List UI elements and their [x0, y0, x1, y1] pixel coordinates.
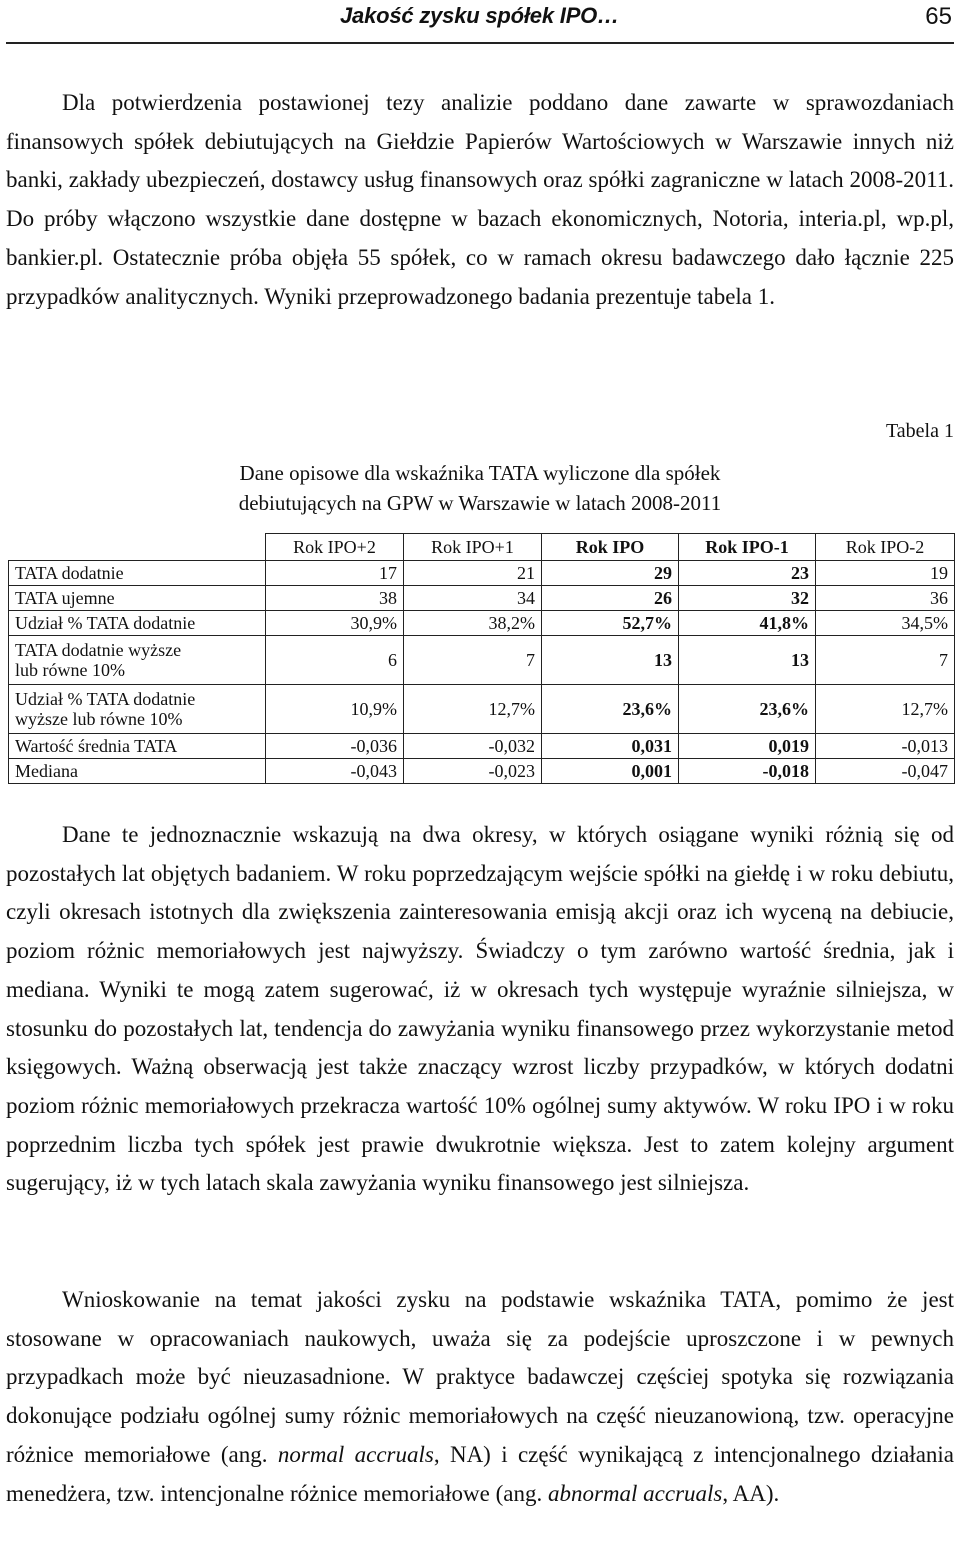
- table-cell: 13: [679, 636, 816, 685]
- table-cell: 23: [679, 561, 816, 586]
- table-title: [190, 458, 770, 518]
- table-header-row: [9, 534, 955, 561]
- table-title-line: Dane opisowe dla wskaźnika TATA wyliczone dla spółek: [239, 461, 721, 485]
- running-title: Jakość zysku spółek IPO…: [340, 3, 619, 28]
- statistics-table: [8, 533, 955, 784]
- table-row: [9, 586, 955, 611]
- table-cell: 34: [404, 586, 542, 611]
- table-cell: 13: [542, 636, 679, 685]
- paragraph-analysis: Dane te jednoznacznie wskazują na dwa okresy, w których osiągane wyniki różnią się od pozostałych lat objętych badaniem. W roku poprzedzającym wejście spółki na giełdę i w roku debiutu, czyli okresach istotnych dla zwiększenia zainteresowania emisją akcji oraz ich wyceną na debiucie, poziom różnic memoriałowych jest najwyższy. Świadczy o tym zarówno wartość średnia, jak i mediana. Wyniki te mogą zatem sugerować, iż w okresach tych występuje wyraźnie silniejsza, w stosunku do pozostałych lat, tendencja do zawyżania wyniku finansowego przez wykorzystanie metod księgowych. Ważną obserwacją jest także znaczący wzrost liczby przypadków, w których dodatni poziom różnic memoriałowych przekracza wartość 10% ogólnej sumy aktywów. W roku IPO i w roku poprzednim liczba tych spółek jest prawie dwukrotnie większa. Jest to zatem kolejny argument sugerujący, iż w tych latach skala zawyżania wyniku finansowego jest silniejsza.: [6, 822, 954, 1196]
- table-row: [9, 685, 955, 734]
- row-label-line: TATA dodatnie wyższe: [15, 640, 182, 660]
- row-label: Udział % TATA dodatnie: [9, 611, 266, 636]
- row-label-line: Udział % TATA dodatnie: [15, 689, 196, 709]
- column-header: Rok IPO-2: [816, 534, 955, 561]
- row-label-line: wyższe lub równe 10%: [15, 709, 183, 729]
- paragraph-text: , AA).: [722, 1480, 780, 1506]
- table-cell: 7: [404, 636, 542, 685]
- table-cell: -0,047: [816, 759, 955, 784]
- table-cell: -0,013: [816, 734, 955, 759]
- table-cell: 19: [816, 561, 955, 586]
- table-cell: 36: [816, 586, 955, 611]
- paragraph-conclusion: [6, 1281, 954, 1513]
- row-label: TATA dodatnie: [9, 561, 266, 586]
- table-corner-cell: [9, 534, 266, 561]
- table-cell: 21: [404, 561, 542, 586]
- table-cell: 29: [542, 561, 679, 586]
- table-cell: 38,2%: [404, 611, 542, 636]
- page-number: 65: [925, 3, 952, 30]
- row-label: Wartość średnia TATA: [9, 734, 266, 759]
- table-cell: -0,036: [266, 734, 404, 759]
- table-cell: 38: [266, 586, 404, 611]
- table-cell: 0,019: [679, 734, 816, 759]
- table-cell: 30,9%: [266, 611, 404, 636]
- row-label: Mediana: [9, 759, 266, 784]
- table-cell: 7: [816, 636, 955, 685]
- table-cell: 17: [266, 561, 404, 586]
- table-cell: 52,7%: [542, 611, 679, 636]
- page-header: [6, 0, 954, 44]
- row-label: TATA ujemne: [9, 586, 266, 611]
- table-cell: 41,8%: [679, 611, 816, 636]
- column-header: Rok IPO: [542, 534, 679, 561]
- table-cell: 10,9%: [266, 685, 404, 734]
- italic-term: normal accruals: [277, 1441, 434, 1467]
- italic-term: abnormal accruals: [547, 1480, 723, 1506]
- table-row: [9, 636, 955, 685]
- table-cell: 23,6%: [679, 685, 816, 734]
- column-header: Rok IPO+1: [404, 534, 542, 561]
- table-cell: 12,7%: [404, 685, 542, 734]
- table-cell: 23,6%: [542, 685, 679, 734]
- table-row: [9, 611, 955, 636]
- paragraph-text: Wnioskowanie na temat jakości zysku na podstawie wskaźnika TATA, pomimo że jest stosowane w opracowaniach naukowych, uważa się za podejście uproszczone i w pewnych przypadkach może być nieuzasadnione. W praktyce badawczej częściej spotyka się rozwiązania dokonujące podziału ogólnej sumy różnic memoriałowych na część nieuzanowioną, tzw. operacyjne różnice memoriałowe (ang.: [6, 1287, 954, 1467]
- paragraph-intro: Dla potwierdzenia postawionej tezy analizie poddano dane zawarte w sprawozdaniach finansowych spółek debiutujących na Giełdzie Papierów Wartościowych w Warszawie innych niż banki, zakłady ubezpieczeń, dostawcy usług finansowych oraz spółki zagraniczne w latach 2008-2011. Do próby włączono wszystkie dane dostępne w bazach ekonomicznych, Notoria, interia.pl, wp.pl, bankier.pl. Ostatecznie próba objęła 55 spółek, co w ramach okresu badawczego dało łącznie 225 przypadków analitycznych. Wyniki przeprowadzonego badania prezentuje tabela 1.: [6, 90, 954, 309]
- paragraph-text: , NA) i część wynikającą z intencjonalnego działania menedżera, tzw. intencjonalne różnice memoriałowe (ang.: [6, 1441, 955, 1506]
- table-cell: 0,031: [542, 734, 679, 759]
- table-cell: -0,043: [266, 759, 404, 784]
- table-cell: 26: [542, 586, 679, 611]
- table-row: [9, 561, 955, 586]
- table-cell: 32: [679, 586, 816, 611]
- row-label: [9, 685, 266, 734]
- column-header: Rok IPO+2: [266, 534, 404, 561]
- table-row: [9, 759, 955, 784]
- table-cell: -0,018: [679, 759, 816, 784]
- table-title-line: debiutujących na GPW w Warszawie w latach 2008-2011: [238, 491, 722, 515]
- table-cell: 34,5%: [816, 611, 955, 636]
- table-cell: -0,032: [404, 734, 542, 759]
- row-label: [9, 636, 266, 685]
- column-header: Rok IPO-1: [679, 534, 816, 561]
- table-cell: 0,001: [542, 759, 679, 784]
- table-label: Tabela 1: [885, 420, 954, 442]
- table-cell: 6: [266, 636, 404, 685]
- table-row: [9, 734, 955, 759]
- table-cell: -0,023: [404, 759, 542, 784]
- table-cell: 12,7%: [816, 685, 955, 734]
- row-label-line: lub równe 10%: [15, 660, 125, 680]
